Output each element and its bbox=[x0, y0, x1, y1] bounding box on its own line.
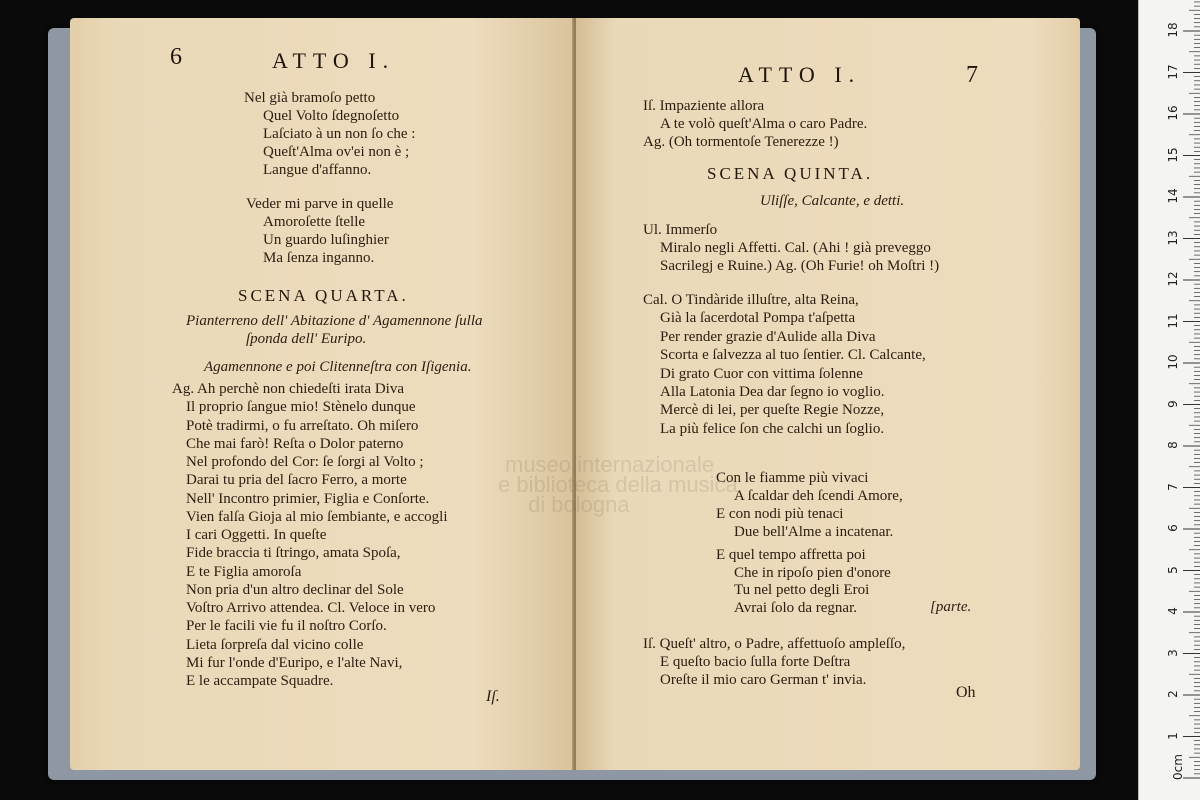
ruler-number: 17 bbox=[1166, 63, 1180, 80]
ruler-number: 7 bbox=[1166, 482, 1180, 491]
speech-line: Il proprio ſangue mio! Stènelo dunque bbox=[186, 399, 416, 416]
speech-line: A te volò queſt'Alma o caro Padre. bbox=[660, 116, 868, 132]
speech-line: Fide braccia ti ſtringo, amata Spoſa, bbox=[186, 545, 401, 562]
catchword: Oh bbox=[956, 684, 976, 701]
speech-line: Mercè di lei, per queſte Regie Nozze, bbox=[660, 402, 885, 419]
speech-line: La più felice ſon che calchi un ſoglio. bbox=[660, 420, 885, 437]
scene-setting: Pianterreno dell' Abitazione d' Agamennone ſulla bbox=[186, 313, 483, 329]
library-watermark: museo internazionale bbox=[505, 452, 715, 477]
library-watermark: e biblioteca della musica bbox=[498, 472, 738, 497]
ruler-number: 12 bbox=[1166, 271, 1180, 287]
ruler-number: 10 bbox=[1166, 354, 1180, 370]
verse-line: Nel già bramoſo petto bbox=[244, 90, 376, 106]
ruler-number: 14 bbox=[1166, 188, 1180, 204]
speech-line: Ag. (Oh tormentoſe Tenerezze !) bbox=[643, 134, 839, 150]
speech-line: Voſtro Arrivo attendea. Cl. Veloce in vero bbox=[186, 600, 436, 616]
characters-line: Agamennone e poi Clitenneſtra con Iſigenia. bbox=[204, 359, 472, 375]
verse-line: Che in ripoſo pien d'onore bbox=[734, 564, 891, 581]
ruler-number: 1 bbox=[1166, 731, 1180, 740]
speech-line: Per le facili vie fu il noſtro Corſo. bbox=[186, 618, 387, 635]
speech-line: E queſto bacio ſulla forte Deſtra bbox=[660, 654, 851, 670]
ruler-number: 6 bbox=[1166, 524, 1180, 532]
library-watermark: di bologna bbox=[528, 492, 630, 517]
ruler-number: 8 bbox=[1166, 441, 1180, 449]
running-header: ATTO I. bbox=[272, 48, 396, 73]
speech-line: Di grato Cuor con vittima ſolenne bbox=[660, 365, 863, 382]
scene-title: SCENA QUINTA. bbox=[707, 164, 874, 183]
speech-line: Lieta ſorpreſa dal vicino colle bbox=[186, 636, 364, 653]
speech-line: Nel profondo del Cor: ſe ſorgi al Volto ; bbox=[186, 454, 424, 470]
speech-line: Ag. Ah perchè non chiedeſti irata Diva bbox=[172, 381, 405, 397]
verse-line: Veder mi parve in quelle bbox=[246, 196, 394, 212]
verse-line: E quel tempo affretta poi bbox=[716, 547, 866, 563]
ruler-number: 16 bbox=[1166, 105, 1180, 121]
ruler-number: 18 bbox=[1166, 22, 1180, 38]
verse-line: Tu nel petto degli Eroi bbox=[734, 582, 870, 598]
verse-line: Un guardo luſinghier bbox=[263, 232, 389, 248]
verse-line: Laſciato à un non ſo che : bbox=[263, 126, 416, 142]
verse-line: Con le fiamme più vivaci bbox=[716, 470, 869, 486]
scene-setting: ſponda dell' Euripo. bbox=[246, 331, 367, 347]
speech-line: Scorta e ſalvezza al tuo ſentier. Cl. Calcante, bbox=[660, 347, 926, 364]
speech-line: E te Figlia amoroſa bbox=[186, 563, 302, 580]
verse-line: Quel Volto ſdegnoſetto bbox=[263, 108, 400, 124]
ruler-number: 3 bbox=[1166, 648, 1180, 657]
ruler-number: 2 bbox=[1166, 690, 1180, 698]
speech-line: Iſ. Queſt' altro, o Padre, affettuoſo ampleſſo, bbox=[643, 636, 906, 652]
ruler-number: 11 bbox=[1166, 312, 1180, 329]
speech-line: Sacrilegj e Ruine.) Ag. (Oh Furie! oh Moſtri !) bbox=[660, 258, 940, 274]
ruler-number: 15 bbox=[1166, 146, 1180, 163]
speech-line: Per render grazie d'Aulide alla Diva bbox=[660, 328, 876, 345]
speech-line: E le accampate Squadre. bbox=[186, 673, 334, 689]
ruler-number: 9 bbox=[1166, 399, 1180, 408]
page-number: 7 bbox=[966, 62, 978, 88]
verse-line: Amoroſette ſtelle bbox=[263, 214, 366, 230]
speech-line: Non pria d'un altro declinar del Sole bbox=[186, 581, 404, 598]
speech-line: I cari Oggetti. In queſte bbox=[186, 527, 327, 543]
speech-line: Ul. Immerſo bbox=[643, 222, 718, 238]
speech-line: Potè tradirmi, o fu arreſtato. Oh miſero bbox=[186, 417, 419, 434]
characters-line: Uliſſe, Calcante, e detti. bbox=[760, 193, 905, 209]
speech-line: Cal. O Tindàride illuſtre, alta Reina, bbox=[643, 292, 859, 308]
speech-line: Oreſte il mio caro German t' invia. bbox=[660, 672, 867, 688]
catchword: Iſ. bbox=[486, 688, 500, 705]
ruler-number: 4 bbox=[1166, 607, 1180, 615]
running-header: ATTO I. bbox=[738, 62, 862, 87]
speech-line: Nell' Incontro primier, Figlia e Conſorte. bbox=[186, 490, 430, 507]
verse-line: E con nodi più tenaci bbox=[716, 506, 844, 522]
speech-line: Miralo negli Affetti. Cal. (Ahi ! già preveggo bbox=[660, 240, 931, 256]
speech-line: Alla Latonia Dea dar ſegno io voglio. bbox=[660, 384, 885, 400]
speech-line: Iſ. Impaziente allora bbox=[643, 98, 765, 114]
ruler-number: 5 bbox=[1166, 565, 1180, 574]
verse-line: Due bell'Alme a incatenar. bbox=[734, 524, 894, 540]
speech-line: Già la ſacerdotal Pompa t'aſpetta bbox=[660, 310, 856, 327]
verse-line: A ſcaldar deh ſcendi Amore, bbox=[734, 488, 903, 504]
verse-line: Queſt'Alma ov'ei non è ; bbox=[263, 144, 410, 160]
verse-line: Ma ſenza inganno. bbox=[263, 250, 375, 266]
speech-line: Mi fur l'onde d'Euripo, e l'alte Navi, bbox=[186, 654, 403, 671]
ruler-unit: 0cm bbox=[1171, 754, 1185, 780]
verse-line: Avrai ſolo da regnar. bbox=[734, 599, 858, 616]
page-number: 6 bbox=[170, 44, 182, 70]
measurement-ruler bbox=[1138, 0, 1200, 800]
scene-title: SCENA QUARTA. bbox=[238, 286, 409, 305]
stage-direction: [parte. bbox=[930, 599, 972, 615]
verse-line: Langue d'affanno. bbox=[263, 162, 372, 178]
speech-line: Darai tu pria del ſacro Ferro, a morte bbox=[186, 472, 407, 489]
speech-line: Che mai farò! Reſta o Dolor paterno bbox=[186, 435, 404, 452]
speech-line: Vien falſa Gioja al mio ſembiante, e accogli bbox=[186, 508, 448, 525]
ruler-number: 13 bbox=[1166, 229, 1180, 246]
